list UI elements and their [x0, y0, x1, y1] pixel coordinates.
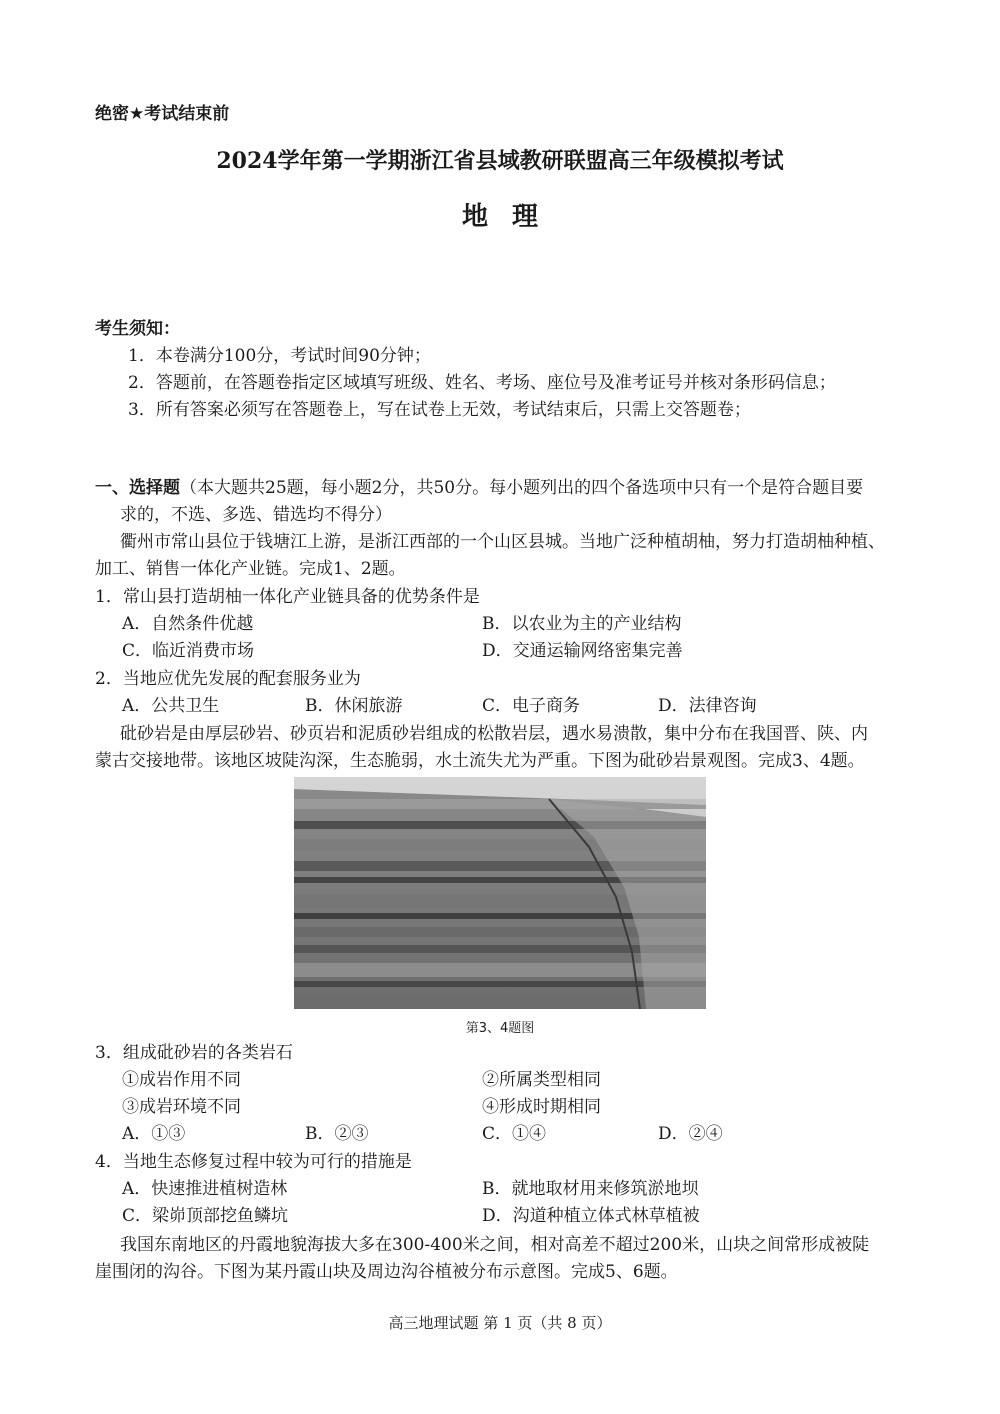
- rock-strata-illustration: [294, 777, 706, 1009]
- question-1-option-c: C．临近消费市场: [122, 641, 255, 661]
- question-1-stem: 1．常山县打造胡柚一体化产业链具备的优势条件是: [95, 587, 480, 607]
- question-3-statement-3: ③成岩环境不同: [122, 1097, 241, 1117]
- question-3-statement-1: ①成岩作用不同: [122, 1070, 241, 1090]
- question-4-stem: 4．当地生态修复过程中较为可行的措施是: [95, 1152, 412, 1172]
- question-3-option-c: C．①④: [482, 1124, 547, 1144]
- question-3-stem: 3．组成砒砂岩的各类岩石: [95, 1043, 293, 1063]
- question-3-option-a: A．①③: [122, 1124, 186, 1144]
- material-3-line1: 我国东南地区的丹霞地貌海拔大多在300-400米之间，相对高差不超过200米，山块之间常形成被陡: [120, 1235, 870, 1255]
- section-heading: [95, 475, 863, 502]
- question-4-option-c: C．梁峁顶部挖鱼鳞坑: [122, 1206, 289, 1226]
- question-2-option-a: A．公共卫生: [122, 696, 220, 716]
- material-2-line1: 砒砂岩是由厚层砂岩、砂页岩和泥质砂岩组成的松散岩层，遇水易溃散，集中分布在我国晋、陕、内: [120, 724, 868, 744]
- question-2-stem: 2．当地应优先发展的配套服务业为: [95, 669, 361, 689]
- section-description-line2: 求的，不选、多选、错选均不得分）: [120, 505, 392, 525]
- material-1-line1: 衢州市常山县位于钱塘江上游，是浙江西部的一个山区县城。当地广泛种植胡柚，努力打造胡柚种植、: [120, 532, 885, 552]
- question-3-option-b: B．②③: [305, 1124, 369, 1144]
- question-3-statement-2: ②所属类型相同: [482, 1070, 601, 1090]
- notice-heading: 考生须知：: [95, 319, 180, 339]
- question-2-option-b: B．休闲旅游: [305, 696, 403, 716]
- question-3-statement-4: ④形成时期相同: [482, 1097, 601, 1117]
- material-1-line2: 加工、销售一体化产业链。完成1、2题。: [95, 559, 406, 579]
- confidential-mark: 绝密★考试结束前: [95, 104, 230, 124]
- question-1-option-b: B．以农业为主的产业结构: [482, 614, 682, 634]
- question-4-option-b: B．就地取材用来修筑淤地坝: [482, 1179, 699, 1199]
- rock-landscape-photo: [294, 777, 706, 1009]
- question-2-option-c: C．电子商务: [482, 696, 581, 716]
- page-footer: 高三地理试题 第 1 页（共 8 页）: [388, 1314, 612, 1332]
- notice-item-2: 2．答题前，在答题卷指定区域填写班级、姓名、考场、座位号及准考证号并核对条形码信息；: [128, 373, 836, 393]
- exam-title: 2024学年第一学期浙江省县域教研联盟高三年级模拟考试: [216, 148, 784, 174]
- figure-caption: 第3、4题图: [465, 1021, 535, 1036]
- material-3-line2: 崖围闭的沟谷。下图为某丹霞山块及周边沟谷植被分布示意图。完成5、6题。: [95, 1262, 678, 1282]
- material-2-line2: 蒙古交接地带。该地区坡陡沟深，生态脆弱，水土流失尤为严重。下图为砒砂岩景观图。完成3、4题。: [95, 751, 865, 771]
- question-2-option-d: D．法律咨询: [658, 696, 757, 716]
- section-description: （本大题共25题，每小题2分，共50分。每小题列出的四个备选项中只有一个是符合题目要: [180, 478, 864, 498]
- question-1-option-a: A．自然条件优越: [122, 614, 254, 634]
- question-4-option-d: D．沟道种植立体式林草植被: [482, 1206, 700, 1226]
- section-label: 一、选择题: [95, 478, 180, 498]
- question-1-option-d: D．交通运输网络密集完善: [482, 641, 683, 661]
- notice-item-1: 1．本卷满分100分，考试时间90分钟；: [128, 346, 431, 366]
- question-4-option-a: A．快速推进植树造林: [122, 1179, 288, 1199]
- subject-title: 地理: [461, 202, 562, 232]
- question-3-option-d: D．②④: [658, 1124, 723, 1144]
- notice-item-3: 3．所有答案必须写在答题卷上，写在试卷上无效，考试结束后，只需上交答题卷；: [128, 400, 751, 420]
